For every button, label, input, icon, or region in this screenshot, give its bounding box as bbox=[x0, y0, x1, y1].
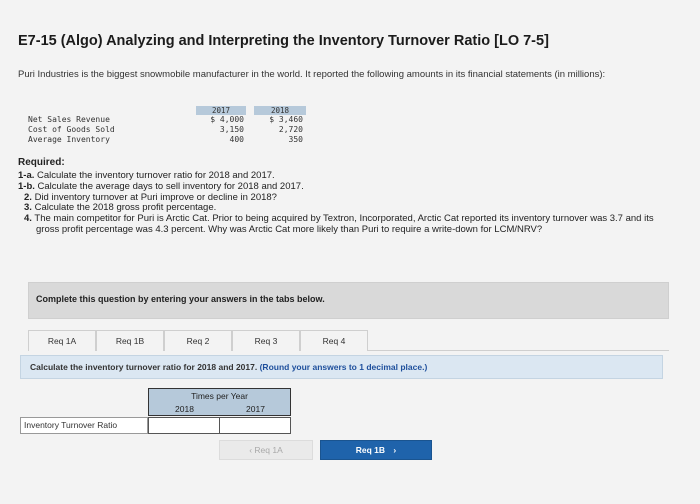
requirement-3: 3. Calculate the 2018 gross profit percentage. bbox=[24, 202, 217, 214]
net-sales-2017: $ 4,000 bbox=[210, 115, 244, 124]
intro-text: Puri Industries is the biggest snowmobile manufacturer in the world. It reported the following amounts in its financial statements (in millions): bbox=[18, 69, 606, 80]
requirement-1a: 1-a. Calculate the inventory turnover ratio for 2018 and 2017. bbox=[18, 170, 275, 181]
tab-req-2[interactable]: Req 2 bbox=[164, 330, 232, 351]
answer-year-2017: 2017 bbox=[246, 404, 265, 414]
prev-req-button[interactable] bbox=[219, 440, 313, 460]
times-per-year-label: Times per Year bbox=[191, 391, 248, 401]
turnover-2018-input[interactable] bbox=[148, 417, 220, 434]
requirement-1b: 1-b. Calculate the average days to sell inventory for 2018 and 2017. bbox=[18, 180, 304, 192]
instruction-main: Calculate the inventory turnover ratio for 2018 and 2017. bbox=[30, 362, 258, 372]
requirements-list bbox=[18, 171, 678, 236]
answer-table-header bbox=[148, 388, 291, 416]
row-label-avg-inventory: Average Inventory bbox=[28, 135, 110, 144]
next-req-button[interactable] bbox=[320, 440, 432, 460]
row-label-cogs: Cost of Goods Sold bbox=[28, 125, 115, 134]
prev-req-label: Req 1A bbox=[254, 445, 283, 455]
net-sales-2018: $ 3,460 bbox=[269, 115, 303, 124]
instruction-note: (Round your answers to 1 decimal place.) bbox=[259, 362, 428, 372]
year-header-2018: 2018 bbox=[254, 106, 306, 115]
tab-req-3[interactable]: Req 3 bbox=[232, 330, 300, 351]
answer-year-2018: 2018 bbox=[175, 404, 194, 414]
question-title: E7-15 (Algo) Analyzing and Interpreting the Inventory Turnover Ratio [LO 7-5] bbox=[18, 33, 549, 49]
tab-req-1a[interactable]: Req 1A bbox=[28, 330, 96, 351]
row-label-net-sales: Net Sales Revenue bbox=[28, 115, 110, 124]
tab-req-1b[interactable]: Req 1B bbox=[96, 330, 164, 351]
tab-instruction bbox=[20, 355, 663, 379]
chevron-right-icon: › bbox=[393, 445, 397, 455]
requirement-4: 4. The main competitor for Puri is Arctic Cat. Prior to being acquired by Textron, Incorporated, Arctic Cat reported its inventory turnover was 3.7 and its gross profit percentage was 4.3 percent. Why was Arctic Cat more likely than Puri to require a write-down for LCM/NRV? bbox=[24, 213, 654, 235]
tab-req-4[interactable]: Req 4 bbox=[300, 330, 368, 351]
inventory-turnover-row-label: Inventory Turnover Ratio bbox=[20, 417, 148, 434]
cogs-2018: 2,720 bbox=[278, 125, 303, 134]
year-header-2017: 2017 bbox=[196, 106, 246, 115]
complete-instruction-box bbox=[28, 282, 669, 319]
next-req-label: Req 1B bbox=[355, 445, 386, 455]
avg-inventory-2017: 400 bbox=[229, 135, 244, 144]
avg-inventory-2018: 350 bbox=[288, 135, 303, 144]
complete-instruction-text: Complete this question by entering your answers in the tabs below. bbox=[36, 294, 325, 304]
requirement-2: 2. Did inventory turnover at Puri improve or decline in 2018? bbox=[24, 191, 277, 203]
turnover-2017-input[interactable] bbox=[219, 417, 291, 434]
cogs-2017: 3,150 bbox=[219, 125, 244, 134]
chevron-left-icon: ‹ bbox=[249, 445, 253, 455]
required-heading: Required: bbox=[18, 157, 65, 168]
requirement-tabs bbox=[28, 330, 669, 351]
